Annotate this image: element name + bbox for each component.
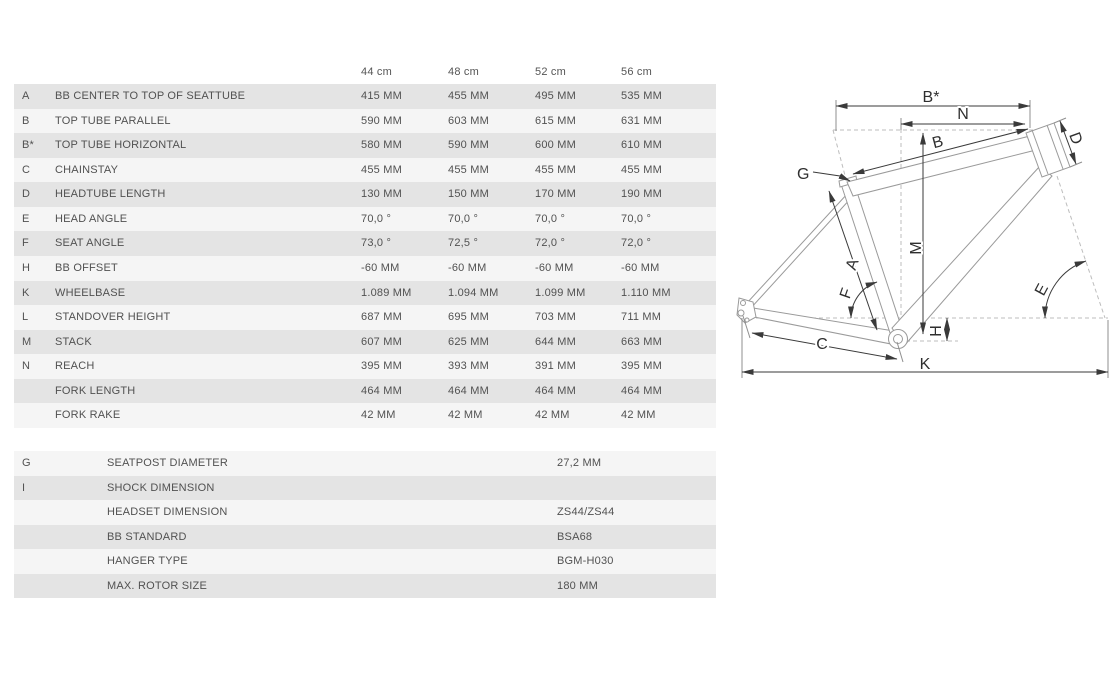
- row-key: H: [22, 261, 31, 274]
- row-key: C: [22, 163, 31, 176]
- row-value: 130 MM: [361, 188, 402, 201]
- row-label: STACK: [55, 335, 92, 348]
- row-value: 42 MM: [621, 409, 656, 422]
- row-key: B: [22, 114, 30, 127]
- row-value: 687 MM: [361, 311, 402, 324]
- row-value: BGM-H030: [557, 555, 614, 567]
- row-label: HEADTUBE LENGTH: [55, 188, 166, 201]
- row-label: SEAT ANGLE: [55, 237, 125, 250]
- table-row: [14, 182, 716, 207]
- row-key: [14, 574, 55, 599]
- row-label: SEATPOST DIAMETER: [107, 457, 228, 469]
- column-header: 52 cm: [535, 66, 566, 78]
- row-key: I: [22, 481, 26, 494]
- diagram-label-b: B: [930, 133, 946, 153]
- table-row: [14, 549, 716, 574]
- table-row: [14, 158, 716, 183]
- table-row: [14, 476, 716, 501]
- table-row: [14, 84, 716, 109]
- row-value: 73,0 °: [361, 237, 392, 250]
- row-label: BB STANDARD: [107, 530, 187, 543]
- table-row: [14, 231, 716, 256]
- row-value: -60 MM: [621, 261, 660, 274]
- row-value: -60 MM: [361, 261, 400, 274]
- row-label: WHEELBASE: [55, 286, 126, 299]
- row-value: 1.099 MM: [535, 286, 586, 299]
- row-value: 464 MM: [535, 384, 576, 397]
- dim-seat-angle-arc: [851, 282, 877, 318]
- row-value: 70,0 °: [361, 212, 392, 225]
- row-value: 170 MM: [535, 188, 576, 201]
- row-key: M: [22, 335, 32, 348]
- row-value: 393 MM: [448, 360, 489, 373]
- row-value: 625 MM: [448, 335, 489, 348]
- diagram-label-d: D: [1065, 130, 1086, 147]
- table-row: [14, 403, 716, 428]
- row-value: 600 MM: [535, 139, 576, 152]
- table-row: [14, 500, 716, 525]
- header-key-spacer: [14, 60, 55, 84]
- diagram-label-k: K: [919, 356, 931, 373]
- row-value: 150 MM: [448, 188, 489, 201]
- row-label: CHAINSTAY: [55, 163, 119, 176]
- row-value: 70,0 °: [448, 212, 479, 225]
- diagram-label-b-star: B*: [922, 89, 940, 106]
- row-value: 703 MM: [535, 311, 576, 324]
- row-label: FORK RAKE: [55, 409, 121, 422]
- table-row: [14, 574, 716, 599]
- diagram-label-a: A: [842, 256, 863, 273]
- diagram-label-e: E: [1032, 281, 1053, 299]
- frame-geometry-diagram: [725, 85, 1119, 390]
- row-label: STANDOVER HEIGHT: [55, 311, 171, 324]
- geometry-table-sizes: [14, 60, 716, 428]
- row-value: 72,0 °: [535, 237, 566, 250]
- row-key: [14, 403, 55, 428]
- row-value: 663 MM: [621, 335, 662, 348]
- column-header: 48 cm: [448, 66, 479, 78]
- row-label: HEAD ANGLE: [55, 212, 128, 225]
- row-value: 455 MM: [621, 163, 662, 176]
- row-key: L: [22, 311, 29, 324]
- geometry-table-components: [14, 451, 716, 598]
- row-key: N: [22, 360, 31, 373]
- row-key: K: [22, 286, 30, 299]
- row-value: ZS44/ZS44: [557, 506, 615, 518]
- diagram-label-f: F: [837, 286, 857, 301]
- down-tube: [892, 166, 1052, 346]
- row-value: 455 MM: [535, 163, 576, 176]
- row-value: 495 MM: [535, 90, 576, 102]
- row-value: 42 MM: [535, 409, 570, 422]
- row-value: 27,2 MM: [557, 457, 602, 469]
- table-row: [14, 256, 716, 281]
- table-header-row: [14, 60, 716, 84]
- row-value: 190 MM: [621, 188, 662, 201]
- row-label: REACH: [55, 360, 95, 373]
- table-row: [14, 330, 716, 355]
- row-value: 455 MM: [448, 163, 489, 176]
- row-value: 395 MM: [361, 360, 402, 373]
- row-key: A: [22, 90, 30, 102]
- row-key: B*: [22, 139, 35, 152]
- column-header: 44 cm: [361, 66, 392, 78]
- column-header: 56 cm: [621, 66, 652, 78]
- row-value: 464 MM: [621, 384, 662, 397]
- row-value: 1.110 MM: [621, 286, 671, 299]
- row-key: F: [22, 237, 29, 250]
- table-row: [14, 305, 716, 330]
- row-key: [14, 500, 55, 525]
- table-row: [14, 451, 716, 476]
- diagram-label-m: M: [908, 241, 925, 255]
- row-value: 580 MM: [361, 139, 402, 152]
- row-label: TOP TUBE HORIZONTAL: [55, 139, 187, 152]
- row-value: 607 MM: [361, 335, 402, 348]
- table-row: [14, 379, 716, 404]
- row-key: D: [22, 188, 31, 201]
- row-value: 590 MM: [448, 139, 489, 152]
- row-label: HEADSET DIMENSION: [107, 506, 228, 518]
- row-value: 711 MM: [621, 311, 662, 324]
- row-key: [14, 379, 55, 404]
- row-value: -60 MM: [535, 261, 574, 274]
- row-value: 464 MM: [361, 384, 402, 397]
- diagram-label-h: H: [928, 325, 945, 337]
- row-label: TOP TUBE PARALLEL: [55, 114, 171, 127]
- row-value: 180 MM: [557, 579, 598, 592]
- bike-frame-drawing: [737, 123, 1070, 349]
- row-value: 1.094 MM: [448, 286, 499, 299]
- row-value: 1.089 MM: [361, 286, 412, 299]
- row-key: E: [22, 212, 30, 225]
- row-key: G: [22, 457, 31, 469]
- row-value: 535 MM: [621, 90, 662, 102]
- diagram-label-c: C: [816, 336, 828, 353]
- row-value: 395 MM: [621, 360, 662, 373]
- row-label: HANGER TYPE: [107, 555, 188, 567]
- diagram-label-n: N: [957, 106, 969, 123]
- table-row: [14, 207, 716, 232]
- row-value: 391 MM: [535, 360, 576, 373]
- row-value: 70,0 °: [535, 212, 566, 225]
- table-row: [14, 354, 716, 379]
- row-value: 72,0 °: [621, 237, 652, 250]
- row-key: [14, 549, 55, 574]
- row-label: SHOCK DIMENSION: [107, 481, 215, 494]
- diagram-label-g: G: [797, 166, 810, 183]
- table-row: [14, 281, 716, 306]
- row-value: -60 MM: [448, 261, 487, 274]
- row-value: 695 MM: [448, 311, 489, 324]
- table-row: [14, 525, 716, 550]
- row-value: 464 MM: [448, 384, 489, 397]
- row-value: 415 MM: [361, 90, 402, 102]
- row-value: 72,5 °: [448, 237, 479, 250]
- row-value: 70,0 °: [621, 212, 652, 225]
- row-label: BB OFFSET: [55, 261, 118, 274]
- row-value: 631 MM: [621, 114, 662, 127]
- header-label-spacer: [55, 60, 361, 84]
- row-value: 42 MM: [448, 409, 483, 422]
- row-value: 644 MM: [535, 335, 576, 348]
- row-value: 590 MM: [361, 114, 402, 127]
- table-row: [14, 133, 716, 158]
- row-value: [557, 476, 716, 501]
- row-value: 455 MM: [448, 90, 489, 102]
- table-row: [14, 109, 716, 134]
- row-label: MAX. ROTOR SIZE: [107, 579, 207, 592]
- row-key: [14, 525, 55, 550]
- row-value: 615 MM: [535, 114, 576, 127]
- row-value: 610 MM: [621, 139, 662, 152]
- row-value: 42 MM: [361, 409, 396, 422]
- row-value: 455 MM: [361, 163, 402, 176]
- row-value: 603 MM: [448, 114, 489, 127]
- row-value: BSA68: [557, 530, 593, 543]
- row-label: FORK LENGTH: [55, 384, 136, 397]
- row-label: BB CENTER TO TOP OF SEATTUBE: [55, 90, 246, 102]
